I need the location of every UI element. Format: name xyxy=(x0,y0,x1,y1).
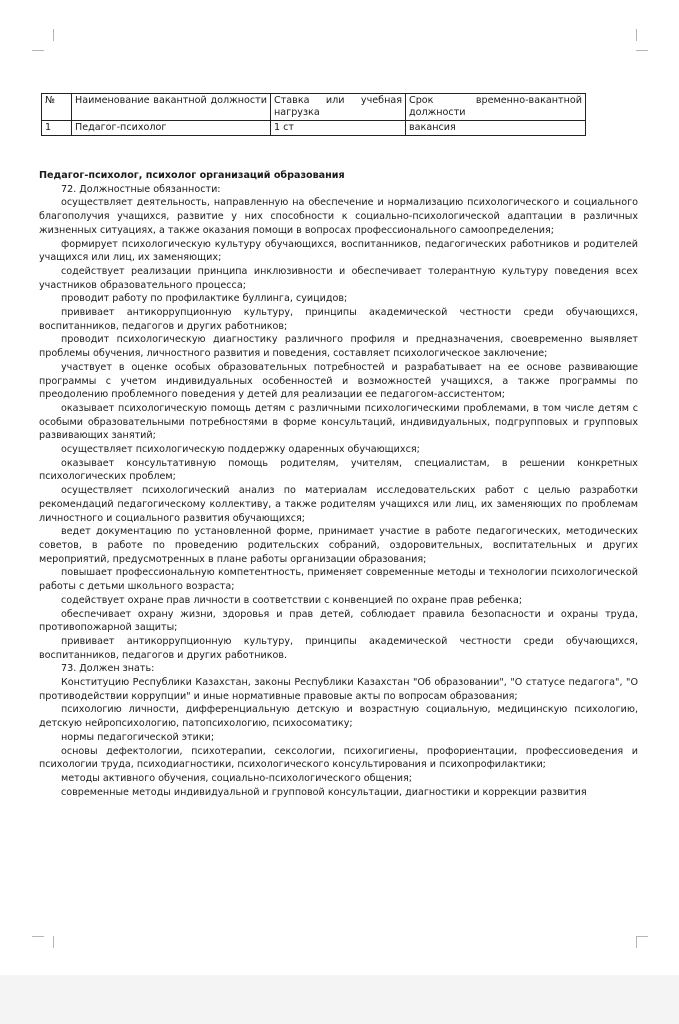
table-row xyxy=(42,121,586,136)
table-header-cell: Срок временно-вакантной должности xyxy=(406,94,586,121)
paragraph: методы активного обучения, социально-психологического общения; xyxy=(61,772,413,784)
paragraph: проводит работу по профилактике буллинга, суицидов; xyxy=(61,293,348,305)
table-header-cell: Наименование вакантной должности xyxy=(72,94,271,121)
paragraph: участвует в оценке особых образовательных потребностей и разрабатывает на ее основе развивающие программы с учетом индивидуальных особенностей и возможностей учащихся, а также программы по преодолению проблемного поведения у детей для реализации ее педагогом-ассистентом; xyxy=(39,361,638,401)
table-header-row xyxy=(42,94,586,121)
paragraph: 72. Должностные обязанности: xyxy=(61,183,221,195)
paragraph: формирует психологическую культуру обучающихся, воспитанников, педагогических работников и родителей учащихся или лиц, их заменяющих; xyxy=(39,238,638,264)
paragraph: прививает антикоррупционную культуру, принципы академической честности среди обучающихся, воспитанников, педагогов и других работников. xyxy=(39,635,638,661)
paragraph: повышает профессиональную компетентность, применяет современные методы и технологии психологической работы с детьми школьного возраста; xyxy=(39,567,638,593)
paragraph-list xyxy=(39,183,638,800)
paragraph: осуществляет психологический анализ по материалам исследовательских работ с целью разработки рекомендаций педагогическому коллективу, а также родителям учащихся или лиц, их заменяющих по проблемам личностного и социального развития обучающихся; xyxy=(39,485,638,524)
document-body xyxy=(39,169,638,799)
table-cell: Педагог-психолог xyxy=(72,121,271,136)
paragraph: оказывает психологическую помощь детям с различными психологическими проблемами, в том числе детям с особыми образовательными потребностями в форме консультаций, индивидуальных, подгрупповых и групповых развивающих занятий; xyxy=(39,402,638,442)
crop-mark-top-right-v xyxy=(636,29,647,41)
crop-mark-top-left-v xyxy=(43,29,54,41)
table-cell: 1 xyxy=(42,121,72,136)
vacancy-table xyxy=(41,93,586,136)
crop-mark-top-left xyxy=(32,40,44,51)
paragraph: прививает антикоррупционную культуру, принципы академической честности среди обучающихся, воспитанников, педагогов и других работников; xyxy=(39,307,638,332)
paragraph: осуществляет психологическую поддержку одаренных обучающихся; xyxy=(61,444,420,456)
paragraph: нормы педагогической этики; xyxy=(61,731,215,743)
paragraph: современные методы индивидуальной и групповой консультации, диагностики и коррекции развития xyxy=(61,786,587,798)
paragraph: обеспечивает охрану жизни, здоровья и прав детей, соблюдает правила безопасности и охраны труда, противопожарной защиты; xyxy=(39,608,638,634)
paragraph: проводит психологическую диагностику различного профиля и предназначения, своевременно выявляет проблемы обучения, личностного развития и поведения, составляет психологическое заключение; xyxy=(39,334,638,360)
crop-mark-bottom-right-v xyxy=(636,936,647,948)
crop-mark-bottom-left-v xyxy=(43,936,54,948)
table-header-cell: № xyxy=(42,94,72,121)
paragraph: ведет документацию по установленной форме, принимает участие в работе педагогических, методических советов, в работе по проведению родительских собраний, оздоровительных, воспитательных и других мероприятий, предусмотренных в плане работы организации образования; xyxy=(39,526,638,565)
paragraph: содействует охране прав личности в соответствии с конвенцией по охране прав ребенка; xyxy=(61,594,523,606)
table-cell: 1 ст xyxy=(271,121,406,136)
paragraph: Конституцию Республики Казахстан, законы Республики Казахстан "Об образовании", "О статусе педагога", "О противодействии коррупции" и иные нормативные правовые акты по вопросам образования; xyxy=(39,677,638,702)
paragraph: осуществляет деятельность, направленную на обеспечение и нормализацию психологического и социального благополучия учащихся, развитие у них способности к социально-психологической адаптации в различных жизненных ситуациях, а также оказания помощи в вопросах профессионального самоопределения; xyxy=(39,197,638,236)
paragraph: психологию личности, дифференциальную детскую и возрастную социальную, медицинскую психологию, детскую нейропсихологию, патопсихологию, психосоматику; xyxy=(39,704,638,730)
section-heading: Педагог-психолог, психолог организаций образования xyxy=(39,170,345,181)
paragraph: основы дефектологии, психотерапии, сексологии, психогигиены, профориентации, профессиоведения и психологии труда, психодиагностики, психологического консультирования и психопрофилактики; xyxy=(39,745,638,771)
crop-mark-top-right xyxy=(636,40,648,51)
paragraph: оказывает консультативную помощь родителям, учителям, специалистам, в решении конкретных психологических проблем; xyxy=(39,457,638,483)
paragraph: содействует реализации принципа инклюзивности и обеспечивает толерантную культуру поведения всех участников образовательного процесса; xyxy=(39,265,638,291)
paragraph: 73. Должен знать: xyxy=(61,663,155,675)
table-header-cell: Ставка или учебная нагрузка xyxy=(271,94,406,121)
table-cell: вакансия xyxy=(406,121,586,136)
